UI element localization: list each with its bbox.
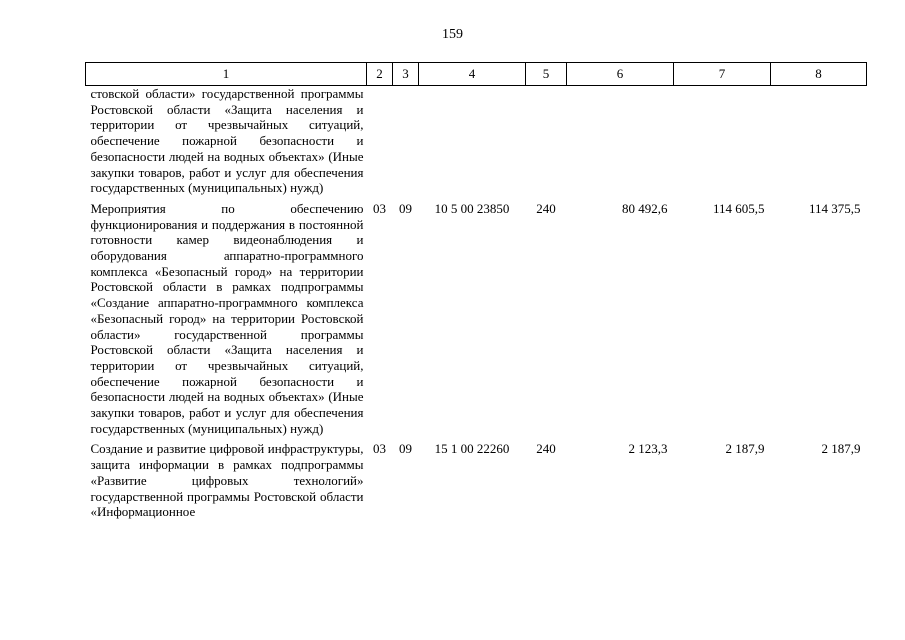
subsection-code: 09 xyxy=(399,441,412,457)
column-header: 3 xyxy=(393,63,419,86)
expense-type-code: 240 xyxy=(536,441,556,457)
amount-col8: 2 187,9 xyxy=(821,441,861,457)
amount-col6 xyxy=(567,86,674,196)
section-code: 03 xyxy=(373,441,386,457)
amount-col7: 114 605,5 xyxy=(712,200,765,216)
column-header: 8 xyxy=(771,63,867,86)
table-row xyxy=(86,196,867,437)
table-header-row xyxy=(86,63,867,86)
column-header: 5 xyxy=(526,63,567,86)
budget-table xyxy=(85,62,867,520)
amount-col8 xyxy=(771,86,867,196)
column-header: 4 xyxy=(419,63,526,86)
column-header: 2 xyxy=(367,63,393,86)
subsection-code xyxy=(393,86,419,196)
row-description: Создание и развитие цифровой инфраструктуры, защита информации в рамках подпрограммы «Развитие цифровых технологий» государственной программы Ростовской области «Информационное xyxy=(90,441,364,520)
amount-col6: 2 123,3 xyxy=(628,441,668,457)
target-article-code: 15 1 00 22260 xyxy=(434,441,510,457)
page-number: 159 xyxy=(442,27,463,42)
expense-type-code xyxy=(526,86,567,196)
expense-type-code: 240 xyxy=(536,200,556,216)
table-row xyxy=(86,436,867,520)
target-article-code: 10 5 00 23850 xyxy=(434,200,510,216)
column-header: 7 xyxy=(674,63,771,86)
row-description: стовской области» государственной программы Ростовской области «Защита населения и территории от чрезвычайных ситуаций, обеспечение пожарной безопасности и безопасности людей на водных объектах» (Иные закупки товаров, работ и услуг для обеспечения государственных (муниципальных) нужд) xyxy=(90,86,364,196)
section-code: 03 xyxy=(373,200,386,216)
section-code xyxy=(367,86,393,196)
amount-col8: 114 375,5 xyxy=(808,200,861,216)
table-row xyxy=(86,86,867,196)
row-description: Мероприятия по обеспечению функционирования и поддержания в постоянной готовности камер видеонаблюдения и оборудования аппаратно-программного комплекса «Безопасный город» на территории Ростовской области в рамках подпрограммы «Создание аппаратно-программного комплекса «Безопасный город» на территории Ростовской области» государственной программы Ростовской области «Защита населения и территории от чрезвычайных ситуаций, обеспечение пожарной безопасности и безопасности людей на водных объектах» (Иные закупки товаров, работ и услуг для обеспечения государственных (муниципальных) нужд) xyxy=(90,200,364,436)
amount-col7 xyxy=(674,86,771,196)
subsection-code: 09 xyxy=(399,200,412,216)
target-article-code xyxy=(419,86,526,196)
column-header: 1 xyxy=(86,63,367,86)
column-header: 6 xyxy=(567,63,674,86)
amount-col6: 80 492,6 xyxy=(622,200,668,216)
amount-col7: 2 187,9 xyxy=(725,441,765,457)
